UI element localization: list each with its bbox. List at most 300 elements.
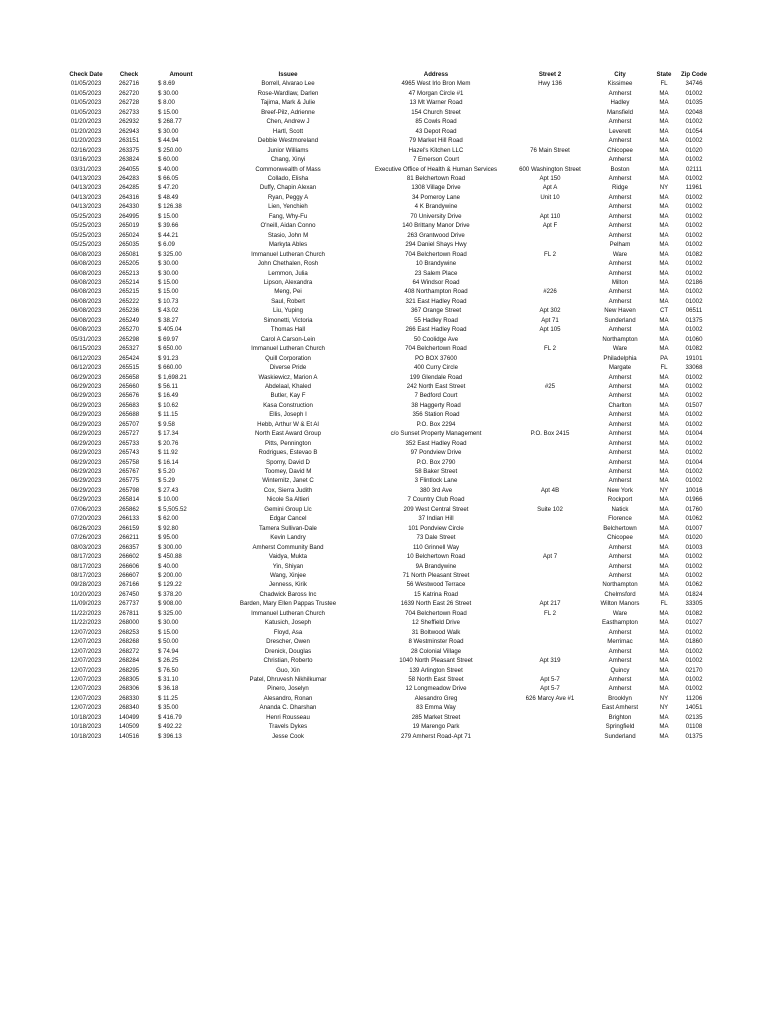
cell-issuee: Rose-Wardlaw, Darlen bbox=[257, 89, 319, 97]
cell-amount: $ 10.00 bbox=[158, 496, 179, 504]
cell-zip-code: 01082 bbox=[685, 250, 703, 258]
cell-check-date: 05/25/2023 bbox=[70, 222, 102, 230]
cell-city: Wilton Manors bbox=[600, 600, 640, 608]
cell-city: Amherst bbox=[608, 562, 632, 570]
cell-issuee: Winternitz, Janet C bbox=[262, 477, 314, 485]
cell-address: 23 Salem Place bbox=[414, 269, 458, 277]
cell-issuee: Gemini Group Llc bbox=[264, 505, 312, 513]
cell-address: 380 3rd Ave bbox=[419, 486, 453, 494]
cell-state: MA bbox=[659, 562, 669, 570]
cell-street-2: Apt 319 bbox=[539, 657, 561, 665]
cell-amount: $ 8.00 bbox=[158, 99, 175, 107]
table-row bbox=[62, 306, 710, 315]
cell-address: P.O. Box 2294 bbox=[416, 420, 456, 428]
cell-zip-code: 01002 bbox=[685, 231, 703, 239]
cell-state: MA bbox=[659, 146, 669, 154]
table-row bbox=[62, 98, 710, 107]
table-row bbox=[62, 732, 710, 741]
cell-amount: $ 10.62 bbox=[158, 401, 179, 409]
cell-state: MA bbox=[659, 505, 669, 513]
cell-city: Amherst bbox=[608, 430, 632, 438]
cell-issuee: Lipson, Alexandra bbox=[263, 278, 313, 286]
cell-state: MA bbox=[659, 496, 669, 504]
cell-check-number: 264330 bbox=[118, 203, 140, 211]
cell-street-2 bbox=[510, 231, 590, 240]
header-amount: Amount bbox=[169, 71, 193, 78]
cell-address: 1639 North East 26 Street bbox=[400, 600, 472, 608]
cell-check-date: 12/07/2023 bbox=[70, 666, 102, 674]
cell-check-number: 267450 bbox=[118, 590, 140, 598]
cell-amount: $ 200.00 bbox=[158, 572, 182, 580]
cell-street-2 bbox=[510, 391, 590, 400]
table-row bbox=[62, 410, 710, 419]
cell-check-date: 08/17/2023 bbox=[70, 572, 102, 580]
table-row bbox=[62, 713, 710, 722]
cell-state: MA bbox=[659, 392, 669, 400]
cell-address: 47 Morgan Circle #1 bbox=[408, 89, 464, 97]
cell-city: Amherst bbox=[608, 212, 632, 220]
cell-zip-code: 02135 bbox=[685, 713, 703, 721]
cell-street-2 bbox=[510, 703, 590, 712]
cell-zip-code: 01027 bbox=[685, 619, 703, 627]
cell-address: 71 North Pleasant Street bbox=[402, 572, 470, 580]
cell-street-2: Apt 4B bbox=[540, 486, 560, 494]
cell-check-date: 11/09/2023 bbox=[70, 600, 102, 608]
cell-amount: $ 908.00 bbox=[158, 600, 182, 608]
cell-street-2: Apt 105 bbox=[539, 326, 561, 334]
cell-address: 1040 North Pleasant Street bbox=[399, 657, 473, 665]
cell-check-number: 262720 bbox=[118, 89, 140, 97]
cell-state: MA bbox=[659, 382, 669, 390]
cell-street-2 bbox=[510, 666, 590, 675]
cell-amount: $ 15.00 bbox=[158, 212, 179, 220]
cell-check-date: 02/16/2023 bbox=[70, 146, 102, 154]
cell-check-date: 07/20/2023 bbox=[70, 515, 102, 523]
cell-zip-code: 01002 bbox=[685, 392, 703, 400]
cell-street-2: Apt 110 bbox=[539, 212, 561, 220]
cell-street-2 bbox=[510, 580, 590, 589]
cell-street-2 bbox=[510, 495, 590, 504]
cell-amount: $ 450.88 bbox=[158, 553, 182, 561]
cell-address: 242 North East Street bbox=[406, 382, 466, 390]
cell-issuee: Kevin Landry bbox=[270, 534, 306, 542]
cell-issuee: Chadwick Baross Inc bbox=[259, 590, 317, 598]
cell-check-number: 265214 bbox=[118, 278, 140, 286]
cell-check-number: 265024 bbox=[118, 231, 140, 239]
cell-amount: $ 26.25 bbox=[158, 657, 179, 665]
cell-city: Milton bbox=[611, 278, 629, 286]
cell-street-2 bbox=[510, 571, 590, 580]
cell-check-number: 265775 bbox=[118, 477, 140, 485]
cell-address: 31 Boltwood Walk bbox=[411, 628, 461, 636]
cell-state: MA bbox=[659, 524, 669, 532]
cell-street-2: Apt 71 bbox=[541, 316, 559, 324]
header-address: Address bbox=[423, 71, 449, 78]
cell-issuee: Stasio, John M bbox=[267, 231, 309, 239]
cell-issuee: Travels Dykes bbox=[268, 723, 308, 731]
cell-city: Amherst bbox=[608, 260, 632, 268]
cell-zip-code: 01002 bbox=[685, 297, 703, 305]
cell-zip-code: 01002 bbox=[685, 89, 703, 97]
cell-zip-code: 01020 bbox=[685, 534, 703, 542]
cell-zip-code: 01003 bbox=[685, 543, 703, 551]
cell-state: MA bbox=[659, 260, 669, 268]
cell-city: Leverett bbox=[608, 127, 632, 135]
cell-address: 12 Sheffield Drive bbox=[412, 619, 460, 627]
cell-amount: $ 92.80 bbox=[158, 524, 179, 532]
cell-issuee: Yin, Shiyan bbox=[272, 562, 304, 570]
table-row bbox=[62, 193, 710, 202]
cell-issuee: Pitts, Pennington bbox=[264, 439, 312, 447]
cell-state: MA bbox=[659, 628, 669, 636]
cell-street-2 bbox=[510, 647, 590, 656]
cell-state: MA bbox=[659, 477, 669, 485]
cell-address: 294 Daniel Shays Hwy bbox=[405, 241, 467, 249]
cell-zip-code: 11961 bbox=[685, 184, 703, 192]
cell-address: 4 K Brandywine bbox=[414, 203, 458, 211]
cell-city: Northampton bbox=[602, 335, 638, 343]
cell-amount: $ 30.00 bbox=[158, 619, 179, 627]
cell-street-2 bbox=[510, 89, 590, 98]
table-row bbox=[62, 174, 710, 183]
cell-check-number: 262716 bbox=[118, 80, 140, 88]
cell-amount: $ 48.49 bbox=[158, 193, 179, 201]
cell-amount: $ 11.25 bbox=[158, 694, 178, 702]
header-zip-code: Zip Code bbox=[680, 71, 708, 78]
cell-city: Amherst bbox=[608, 458, 632, 466]
cell-address: 704 Belchertown Road bbox=[405, 609, 467, 617]
table-row bbox=[62, 155, 710, 164]
cell-city: Amherst bbox=[608, 647, 632, 655]
cell-city: Mansfield bbox=[606, 108, 634, 116]
cell-amount: $ 74.94 bbox=[158, 647, 179, 655]
cell-zip-code: 01002 bbox=[685, 203, 703, 211]
cell-check-date: 06/29/2023 bbox=[70, 382, 102, 390]
cell-street-2 bbox=[510, 202, 590, 211]
cell-issuee: Vaidya, Mukta bbox=[268, 553, 308, 561]
cell-street-2 bbox=[510, 410, 590, 419]
cell-check-number: 264316 bbox=[118, 193, 140, 201]
cell-amount: $ 30.00 bbox=[158, 269, 179, 277]
cell-zip-code: 01007 bbox=[685, 524, 703, 532]
cell-amount: $ 15.00 bbox=[158, 108, 179, 116]
cell-check-number: 265035 bbox=[118, 241, 140, 249]
cell-address: 266 East Hadley Road bbox=[405, 326, 467, 334]
cell-issuee: Ellis, Joseph I bbox=[269, 411, 307, 419]
cell-amount: $ 405.04 bbox=[158, 326, 182, 334]
cell-state: FL bbox=[660, 364, 668, 372]
cell-check-date: 06/08/2023 bbox=[70, 297, 102, 305]
cell-check-number: 264055 bbox=[118, 165, 140, 173]
cell-state: MA bbox=[659, 345, 669, 353]
cell-address: 279 Amherst Road-Apt 71 bbox=[400, 732, 472, 740]
cell-check-date: 01/20/2023 bbox=[70, 118, 102, 126]
cell-street-2 bbox=[510, 259, 590, 268]
cell-check-number: 140499 bbox=[118, 713, 140, 721]
cell-address: 400 Curry Circle bbox=[413, 364, 459, 372]
cell-city: Amherst bbox=[608, 231, 632, 239]
cell-amount: $ 6.09 bbox=[158, 241, 175, 249]
cell-check-number: 265298 bbox=[118, 335, 140, 343]
cell-street-2: FL 2 bbox=[544, 250, 556, 258]
table-row bbox=[62, 259, 710, 268]
cell-amount: $ 43.02 bbox=[158, 307, 179, 315]
cell-amount: $ 17.34 bbox=[158, 430, 179, 438]
cell-city: Amherst bbox=[608, 288, 632, 296]
cell-check-date: 08/03/2023 bbox=[70, 543, 102, 551]
cell-check-date: 06/08/2023 bbox=[70, 269, 102, 277]
cell-address: 13 Mt Warner Road bbox=[409, 99, 463, 107]
cell-check-date: 06/08/2023 bbox=[70, 307, 102, 315]
cell-city: Amherst bbox=[608, 137, 632, 145]
cell-check-number: 265683 bbox=[118, 401, 140, 409]
cell-check-number: 268330 bbox=[118, 694, 140, 702]
cell-address: PO BOX 37600 bbox=[414, 354, 457, 362]
cell-state: MA bbox=[659, 241, 669, 249]
cell-street-2 bbox=[510, 363, 590, 372]
cell-issuee: Liu, Yuping bbox=[272, 307, 304, 315]
cell-check-number: 262728 bbox=[118, 99, 140, 107]
table-row bbox=[62, 514, 710, 523]
cell-issuee: Henri Rousseau bbox=[266, 713, 310, 721]
cell-street-2: Apt 7 bbox=[542, 553, 558, 561]
cell-amount: $ 69.97 bbox=[158, 335, 179, 343]
cell-check-number: 262932 bbox=[118, 118, 140, 126]
cell-address: 55 Hadley Road bbox=[414, 316, 458, 324]
cell-check-date: 06/08/2023 bbox=[70, 278, 102, 286]
cell-city: Amherst bbox=[608, 628, 632, 636]
cell-check-number: 266211 bbox=[119, 534, 139, 542]
cell-check-number: 265236 bbox=[118, 307, 140, 315]
cell-issuee: Diverse Pride bbox=[269, 364, 307, 372]
cell-check-date: 06/12/2023 bbox=[70, 364, 102, 372]
check-register-table bbox=[62, 70, 710, 741]
cell-zip-code: 02111 bbox=[685, 165, 703, 173]
cell-state: MA bbox=[659, 99, 669, 107]
table-row bbox=[62, 287, 710, 296]
cell-amount: $ 47.20 bbox=[158, 184, 179, 192]
cell-check-number: 265081 bbox=[118, 250, 140, 258]
cell-check-date: 10/20/2023 bbox=[70, 590, 102, 598]
header-state: State bbox=[656, 71, 672, 78]
cell-state: MA bbox=[659, 316, 669, 324]
cell-check-number: 265215 bbox=[118, 288, 140, 296]
cell-amount: $ 66.05 bbox=[158, 174, 179, 182]
cell-amount: $ 20.76 bbox=[158, 439, 179, 447]
cell-check-date: 07/26/2023 bbox=[70, 534, 102, 542]
cell-city: Amherst bbox=[608, 657, 632, 665]
cell-issuee: Cox, Sierra Judith bbox=[263, 486, 313, 494]
cell-check-number: 265767 bbox=[118, 468, 140, 476]
cell-issuee: Jesse Cook bbox=[272, 732, 304, 740]
cell-issuee: Rodrigues, Estevao B bbox=[258, 449, 318, 457]
cell-check-date: 01/20/2023 bbox=[70, 137, 102, 145]
cell-state: MA bbox=[659, 278, 669, 286]
cell-zip-code: 01035 bbox=[685, 99, 703, 107]
cell-check-date: 03/31/2023 bbox=[70, 165, 102, 173]
cell-amount: $ 250.00 bbox=[158, 146, 182, 154]
cell-city: Margate bbox=[608, 364, 632, 372]
cell-check-date: 12/07/2023 bbox=[70, 676, 102, 683]
cell-city: Florence bbox=[608, 515, 632, 523]
cell-issuee: Butler, Kay F bbox=[270, 392, 306, 400]
cell-city: Amherst bbox=[608, 420, 632, 428]
cell-check-date: 05/31/2023 bbox=[70, 335, 102, 343]
cell-zip-code: 01108 bbox=[685, 723, 703, 731]
cell-street-2 bbox=[510, 108, 590, 117]
cell-state: MA bbox=[659, 458, 669, 466]
cell-check-number: 263375 bbox=[118, 146, 140, 154]
cell-amount: $ 378.20 bbox=[158, 590, 182, 598]
cell-amount: $ 38.27 bbox=[158, 316, 179, 324]
table-row bbox=[62, 552, 710, 561]
cell-check-date: 06/08/2023 bbox=[70, 316, 102, 324]
table-row bbox=[62, 240, 710, 249]
cell-street-2: P.O. Box 2415 bbox=[530, 430, 570, 438]
cell-issuee: Fang, Why-Fu bbox=[268, 212, 308, 220]
cell-check-number: 268295 bbox=[118, 666, 140, 674]
cell-check-number: 265249 bbox=[118, 316, 140, 324]
cell-issuee: Carol A Carson-Lein bbox=[260, 335, 316, 343]
cell-zip-code: 01004 bbox=[685, 458, 703, 466]
cell-amount: $ 126.38 bbox=[158, 203, 182, 211]
table-row bbox=[62, 146, 710, 155]
cell-zip-code: 01002 bbox=[685, 468, 703, 476]
cell-city: Amherst bbox=[608, 543, 632, 551]
cell-check-date: 07/06/2023 bbox=[70, 505, 102, 513]
cell-amount: $ 31.10 bbox=[158, 676, 179, 683]
cell-city: Sunderland bbox=[604, 316, 636, 324]
cell-city: Amherst bbox=[608, 89, 632, 97]
table-row bbox=[62, 325, 710, 334]
cell-check-date: 12/07/2023 bbox=[70, 638, 102, 646]
cell-city: Amherst bbox=[608, 203, 632, 211]
cell-check-number: 265424 bbox=[118, 354, 140, 362]
cell-street-2: 600 Washington Street bbox=[519, 165, 581, 173]
cell-address: 37 Indian Hill bbox=[418, 515, 454, 523]
table-row bbox=[62, 89, 710, 98]
cell-check-date: 06/29/2023 bbox=[70, 458, 102, 466]
cell-issuee: Meng, Pei bbox=[274, 288, 302, 296]
cell-issuee: North East Award Group bbox=[255, 430, 321, 438]
cell-amount: $ 9.58 bbox=[158, 420, 175, 428]
cell-issuee: Duffy, Chapin Alexan bbox=[259, 184, 317, 192]
cell-city: New Haven bbox=[604, 307, 636, 315]
cell-amount: $ 15.00 bbox=[158, 288, 179, 296]
cell-check-number: 265758 bbox=[118, 458, 140, 466]
cell-issuee: Thomas Hall bbox=[270, 326, 306, 334]
cell-issuee: Collado, Elisha bbox=[267, 174, 309, 182]
cell-state: MA bbox=[659, 127, 669, 135]
cell-street-2 bbox=[510, 637, 590, 646]
cell-zip-code: 01002 bbox=[685, 553, 703, 561]
cell-zip-code: 01002 bbox=[685, 647, 703, 655]
cell-check-date: 10/18/2023 bbox=[70, 732, 102, 740]
cell-check-date: 06/08/2023 bbox=[70, 326, 102, 334]
cell-address: 704 Belchertown Road bbox=[405, 250, 467, 258]
table-row bbox=[62, 694, 710, 703]
cell-issuee: Markyta Ables bbox=[268, 241, 308, 249]
table-row bbox=[62, 127, 710, 136]
table-row bbox=[62, 505, 710, 514]
cell-city: Amherst bbox=[608, 572, 632, 580]
cell-issuee: Wang, Xinjee bbox=[269, 572, 307, 580]
cell-zip-code: 01002 bbox=[685, 373, 703, 381]
cell-issuee: O'neill, Aidan Conno bbox=[260, 222, 316, 230]
cell-street-2: 626 Marcy Ave #1 bbox=[525, 694, 575, 702]
cell-state: NY bbox=[659, 184, 669, 192]
cell-issuee: Drenick, Douglas bbox=[264, 647, 312, 655]
table-row bbox=[62, 354, 710, 363]
cell-state: MA bbox=[659, 193, 669, 201]
cell-city: Amherst bbox=[608, 477, 632, 485]
table-row bbox=[62, 458, 710, 467]
cell-amount: $ 76.50 bbox=[158, 666, 179, 674]
cell-street-2 bbox=[510, 439, 590, 448]
cell-street-2: Apt 217 bbox=[539, 600, 561, 608]
cell-state: MA bbox=[659, 515, 669, 523]
cell-city: Ware bbox=[612, 345, 628, 353]
cell-issuee: Ryan, Peggy A bbox=[267, 193, 309, 201]
cell-check-number: 268000 bbox=[118, 619, 140, 627]
cell-street-2: #25 bbox=[544, 382, 556, 390]
cell-check-number: 265660 bbox=[118, 382, 140, 390]
cell-check-number: 265222 bbox=[118, 297, 140, 305]
cell-address: 15 Katrina Road bbox=[413, 590, 459, 598]
cell-issuee: Hebb, Arthur W & Et Al bbox=[257, 420, 319, 428]
header-check-date: Check Date bbox=[69, 71, 103, 78]
cell-street-2 bbox=[510, 533, 590, 542]
table-row bbox=[62, 212, 710, 221]
cell-check-number: 266133 bbox=[118, 515, 140, 523]
cell-amount: $ 660.00 bbox=[158, 364, 182, 372]
cell-zip-code: 01375 bbox=[685, 316, 703, 324]
table-row bbox=[62, 117, 710, 126]
cell-state: PA bbox=[660, 354, 668, 362]
cell-address: 101 Pondview Circle bbox=[408, 524, 464, 532]
cell-issuee: Immanuel Lutheran Church bbox=[251, 250, 325, 258]
cell-street-2: Unit 10 bbox=[540, 193, 560, 201]
cell-address: Executive Office of Health & Human Services bbox=[374, 165, 498, 173]
cell-state: MA bbox=[659, 411, 669, 419]
cell-check-number: 268253 bbox=[118, 628, 140, 636]
cell-address: 139 Arlington Street bbox=[409, 666, 463, 674]
cell-city: Rockport bbox=[607, 496, 633, 504]
cell-zip-code: 01020 bbox=[685, 146, 703, 154]
cell-street-2: #226 bbox=[543, 288, 557, 296]
cell-zip-code: 01082 bbox=[685, 345, 703, 353]
cell-check-date: 06/29/2023 bbox=[70, 420, 102, 428]
cell-street-2 bbox=[510, 155, 590, 164]
table-row bbox=[62, 571, 710, 580]
cell-amount: $ 91.23 bbox=[158, 354, 179, 362]
table-row bbox=[62, 495, 710, 504]
cell-check-number: 265733 bbox=[118, 439, 140, 447]
cell-issuee: Pinero, Joselyn bbox=[267, 685, 309, 693]
table-row bbox=[62, 391, 710, 400]
table-row bbox=[62, 297, 710, 306]
cell-address: 19 Marengo Park bbox=[412, 723, 460, 731]
table-row bbox=[62, 420, 710, 429]
cell-amount: $ 40.00 bbox=[158, 562, 179, 570]
table-row bbox=[62, 335, 710, 344]
table-row bbox=[62, 373, 710, 382]
cell-check-date: 06/29/2023 bbox=[70, 392, 102, 400]
cell-address: 7 Country Club Road bbox=[407, 496, 465, 504]
cell-city: Quincy bbox=[610, 666, 630, 674]
cell-state: MA bbox=[659, 222, 669, 230]
cell-city: Charlton bbox=[608, 401, 632, 409]
